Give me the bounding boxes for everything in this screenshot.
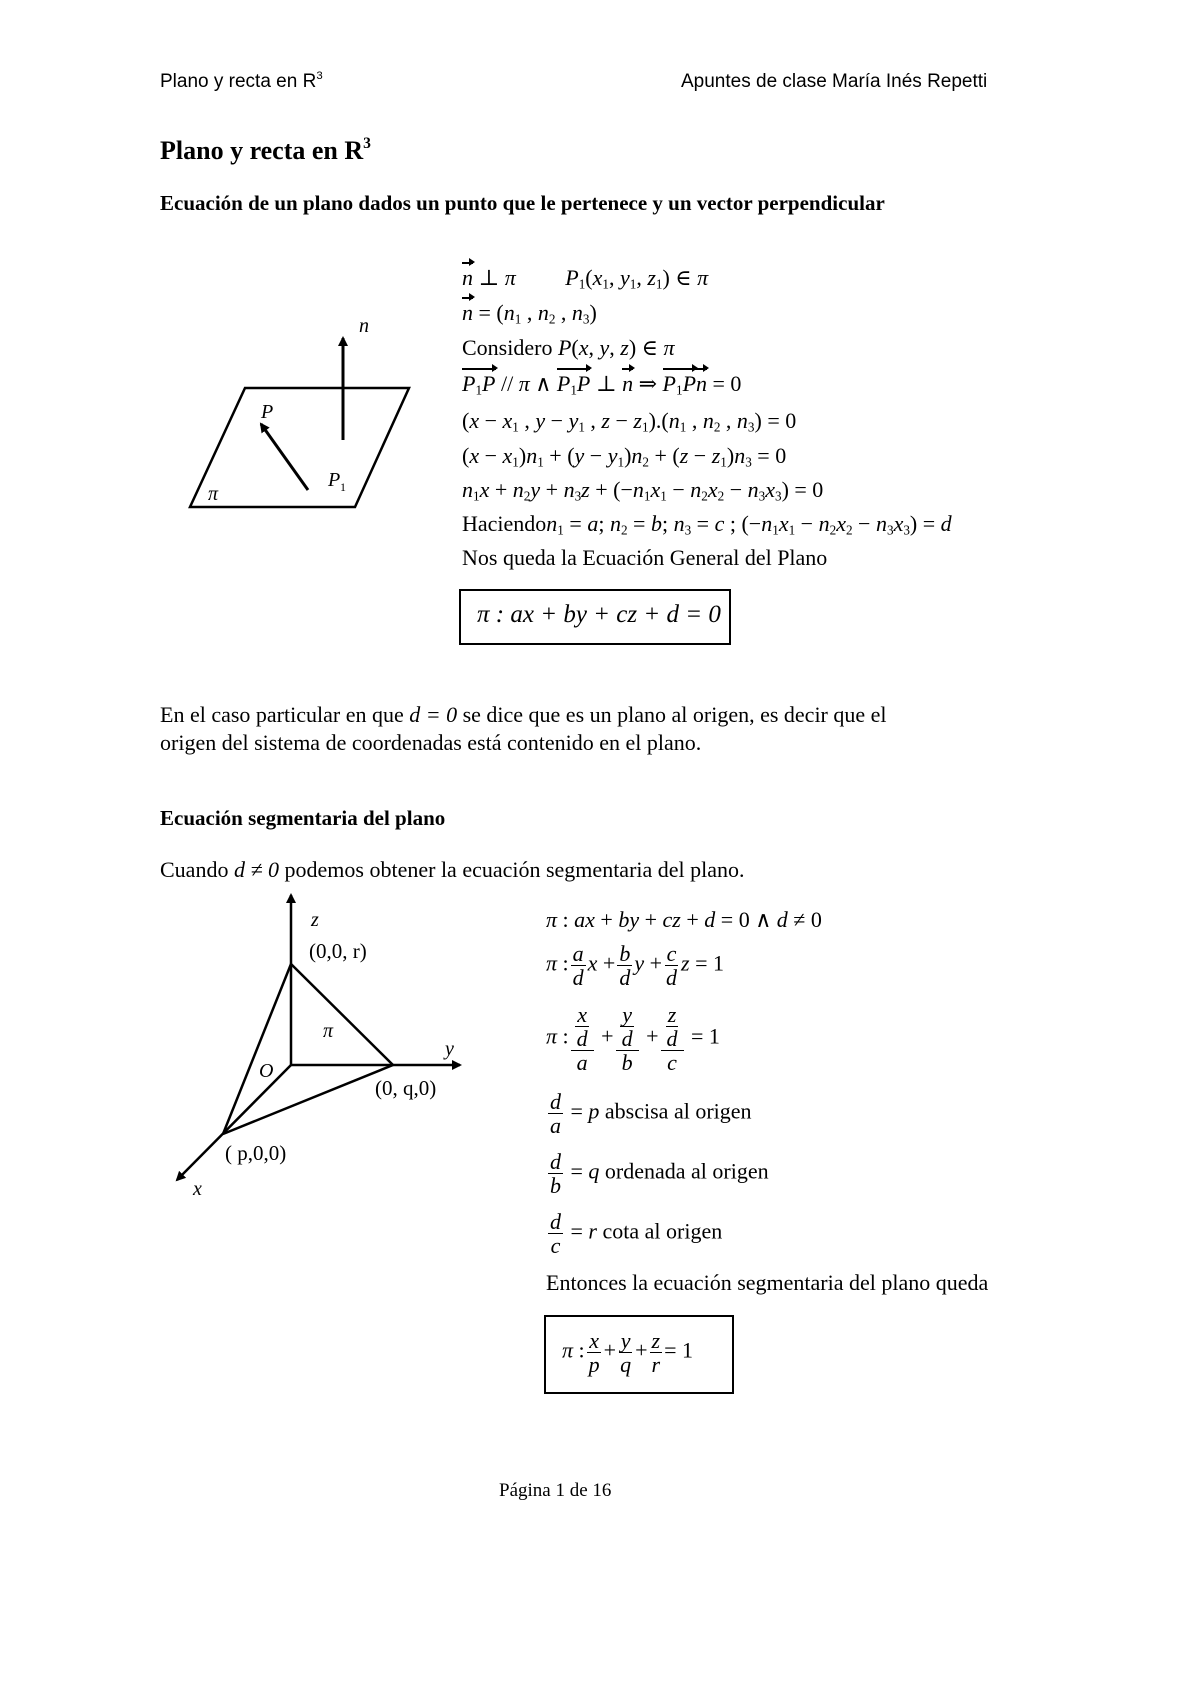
general-plane-equation-box	[459, 589, 731, 645]
eq-line-8: Haciendon$_1$ = a; $n_2 = b$; $n_3 = c$ ; $(-n_1x_1 - n_2x_2 - n_3x_3) = d$	[462, 511, 952, 538]
seg-eq-cota: $\frac{d}{c}$ = r cota al origen	[550, 1209, 723, 1259]
paragraph-math: d = 0	[409, 702, 458, 727]
y-axis-label: y	[445, 1038, 454, 1060]
triangle-edge-pq	[223, 1065, 393, 1134]
segmentary-axes-diagram	[165, 890, 475, 1210]
seg-eq-abscisa: $\frac{d}{a}$ = p abscisa al origen	[550, 1089, 752, 1139]
page-header-right: Apuntes de clase María Inés Repetti	[681, 71, 988, 92]
p1p-vector-arrow	[261, 424, 308, 490]
section-heading-plane-equation: Ecuación de un plano dados un punto que le pertenece y un vector perpendicular	[160, 191, 885, 215]
eq-line-1: n ⊥ π $P_1(x_1$, $y_1$, $z_1$) ∈ π	[462, 265, 709, 292]
page-title-sup: 3	[363, 135, 371, 153]
seg-eq-2: π : $\frac{a}{d}$ x + $\frac{b}{d}$ y + $\frac{c}{d}$ z = 1	[546, 941, 725, 991]
point-p1-label: P	[328, 469, 341, 491]
haciendo-label: Haciendo	[462, 511, 547, 536]
plane-label: π	[323, 1020, 334, 1042]
consider-label: Considero	[462, 335, 553, 360]
intro-math: d ≠ 0	[233, 857, 280, 882]
page-header-left	[160, 71, 323, 93]
eq-conclusion: Nos queda la Ecuación General del Plano	[462, 545, 828, 570]
triangle-edge-rp	[223, 964, 291, 1134]
x-axis-label: x	[193, 1178, 202, 1200]
segmentary-intro	[160, 857, 745, 883]
eq-line-4: $P_1P$ // π ∧ $P_1P$ ⊥ n ⇒ $P_1Pn = 0$	[462, 371, 742, 398]
intro-after: podemos obtener la ecuación segmentaria del plano.	[284, 857, 745, 882]
point-p-label: ( p,0,0)	[225, 1141, 287, 1165]
z-axis-label: z	[311, 909, 319, 931]
header-left-sup: 3	[316, 70, 323, 83]
point-p1-sub: 1	[340, 480, 346, 494]
general-plane-equation: π : ax + by + cz + d = 0	[477, 601, 721, 628]
point-r-label: (0,0, r)	[309, 939, 367, 963]
page-title-text: Plano y recta en R	[160, 136, 364, 165]
plane-parallelogram	[190, 388, 409, 507]
seg-conclusion: Entonces la ecuación segmentaria del plano queda	[546, 1270, 989, 1295]
plane-normal-diagram	[175, 300, 435, 530]
cota-label: cota al origen	[602, 1218, 723, 1244]
header-left-text: Plano y recta en R	[160, 71, 317, 92]
ordenada-label: ordenada al origen	[604, 1158, 769, 1184]
section-heading-segmentary: Ecuación segmentaria del plano	[160, 806, 446, 830]
page-title	[160, 136, 371, 166]
point-q-label: (0, q,0)	[375, 1076, 437, 1100]
paragraph-line-2: origen del sistema de coordenadas está contenido en el plano.	[160, 730, 702, 755]
page-number: Página 1 de 16	[499, 1480, 612, 1501]
intro-before: Cuando	[160, 857, 229, 882]
point-p-label: P	[261, 401, 274, 423]
eq-line-5: ($x - x_1$ , $y - y_1$ , $z - z_1).(n_1$ , $n_2$ , $n_3) = 0$	[462, 408, 797, 435]
segmentary-equation-box	[544, 1315, 734, 1394]
eq-line-7: $n_1x + n_2y + n_3z + (-n_1x_1 - n_2x_2 - n_3x_3) = 0$	[462, 477, 824, 504]
abscisa-label: abscisa al origen	[604, 1098, 752, 1124]
eq-line-3: Considero P(x, y, z) ∈ π	[462, 335, 675, 360]
origin-label: O	[259, 1060, 274, 1082]
plane-pi-label: π	[208, 483, 219, 505]
seg-eq-1: π : ax + by + cz + d = 0 ∧ d ≠ 0	[546, 907, 822, 932]
seg-eq-ordenada: $\frac{d}{b}$ = q ordenada al origen	[550, 1149, 769, 1199]
paragraph-text-before: En el caso particular en que	[160, 702, 404, 727]
paragraph-text-after: se dice que es un plano al origen, es decir que el	[462, 702, 887, 727]
seg-eq-3: π : $\frac{\frac{x}{d}}{a}$ + $\frac{\frac{y}{d}}{b}$ + $\frac{\frac{z}{d}}{c}$ = 1	[546, 1002, 720, 1076]
triangle-edge-rq	[291, 964, 393, 1065]
segmentary-equation: π : $\frac{x}{p}$ + $\frac{y}{q}$ + $\frac{z}{r}$ = 1	[562, 1328, 693, 1378]
normal-label: n	[359, 315, 369, 337]
eq-line-6: $(x - x_1)n_1 + (y - y_1)n_2 + (z - z_1)n_3 = 0$	[462, 443, 787, 470]
paragraph-line-1	[160, 702, 887, 728]
eq-line-2: $n = (n_1$ , $n_2$ , $n_3$)	[462, 300, 597, 327]
